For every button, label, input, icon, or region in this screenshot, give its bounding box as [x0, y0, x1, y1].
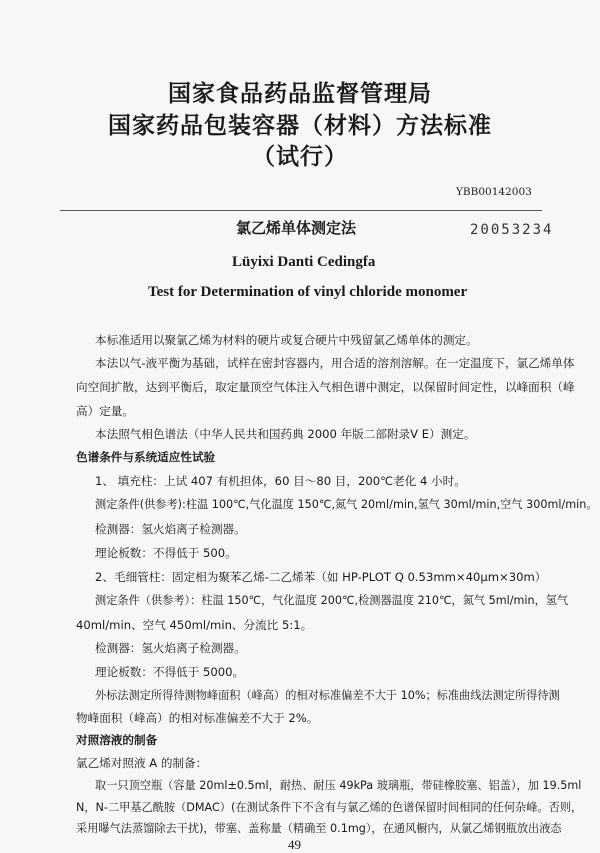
paragraph: 本标准适用以聚氯乙烯为材料的硬片或复合硬片中残留氯乙烯单体的测定。 [95, 333, 478, 347]
title-line-2: 国家药品包装容器（材料）方法标准 [108, 113, 492, 139]
english-title: Test for Determination of vinyl chloride monomer [148, 284, 468, 300]
paragraph: 1、 填充柱：上试 407 有机担体，60 目～80 目，200℃老化 4 小时。 [95, 474, 466, 488]
title-line-3: （试行） [252, 144, 348, 170]
pinyin-title: Lüyixi Danti Cedingfa [232, 254, 376, 270]
paragraph: 理论板数：不得低于 5000。 [95, 665, 245, 679]
paragraph: 检测器：氢火焰离子检测器。 [95, 522, 246, 536]
paragraph: 氯乙烯对照液 A 的制备： [76, 756, 208, 770]
standard-code: YBB00142003 [456, 186, 532, 198]
paragraph: 测定条件（供参考）：柱温 150℃，气化温度 200℃,检测器温度 210℃，氮气 5ml/min，氢气 [95, 594, 569, 607]
method-title: 氯乙烯单体测定法 [236, 219, 357, 237]
section-heading: 色谱条件与系统适应性试验 [76, 450, 216, 464]
paragraph: 测定条件(供参考):柱温 100℃,气化温度 150℃,氮气 20ml/min,氢气 30ml/min,空气 300ml/min。 [95, 498, 598, 511]
paragraph: 检测器：氢火焰离子检测器。 [95, 641, 246, 655]
header-divider [60, 210, 542, 211]
section-heading: 对照溶液的制备 [76, 733, 158, 747]
title-line-1: 国家食品药品监督管理局 [168, 81, 432, 107]
paragraph: 向空间扩散，达到平衡后，取定量顶空气体注入气相色谱中测定，以保留时间定性，以峰面积（峰 [76, 380, 575, 394]
paragraph: 采用曝气法蒸馏除去干扰)，带塞、盖称量（精确至 0.1mg），在通风橱内，从氯乙烯钢瓶放出液态 [76, 822, 562, 835]
paragraph: 物峰面积（峰高）的相对标准偏差不大于 2%。 [76, 711, 319, 725]
paragraph: 本法以气-液平衡为基础，试样在密封容器内，用合适的溶剂溶解。在一定温度下，氯乙烯单体 [95, 356, 575, 370]
paragraph: N，N-二甲基乙酰胺（DMAC）(在测试条件下不含有与氯乙烯的色谱保留时间相同的任何杂峰。否则， [76, 801, 583, 814]
paragraph: 外标法测定所得待测物峰面积（峰高）的相对标准偏差不大于 10%；标准曲线法测定所得待测 [95, 689, 560, 702]
paragraph: 2、毛细管柱：固定相为聚苯乙烯-二乙烯苯（如 HP-PLOT Q 0.53mm×40μm×30m） [95, 570, 547, 584]
paragraph: 高）定量。 [76, 404, 134, 418]
paragraph: 取一只顶空瓶（容量 20ml±0.5ml，耐热、耐压 49kPa 玻璃瓶，带硅橡胶塞、铝盖），加 19.5ml [95, 779, 582, 792]
page-number: 49 [288, 837, 301, 852]
paragraph: 理论板数：不得低于 500。 [95, 546, 237, 560]
paragraph: 40ml/min、空气 450ml/min、分流比 5:1。 [76, 618, 313, 632]
paragraph: 本法照气相色谱法（中华人民共和国药典 2000 年版二部附录Ⅴ E）测定。 [95, 427, 476, 441]
stamp-number: 20053234 [470, 222, 554, 238]
